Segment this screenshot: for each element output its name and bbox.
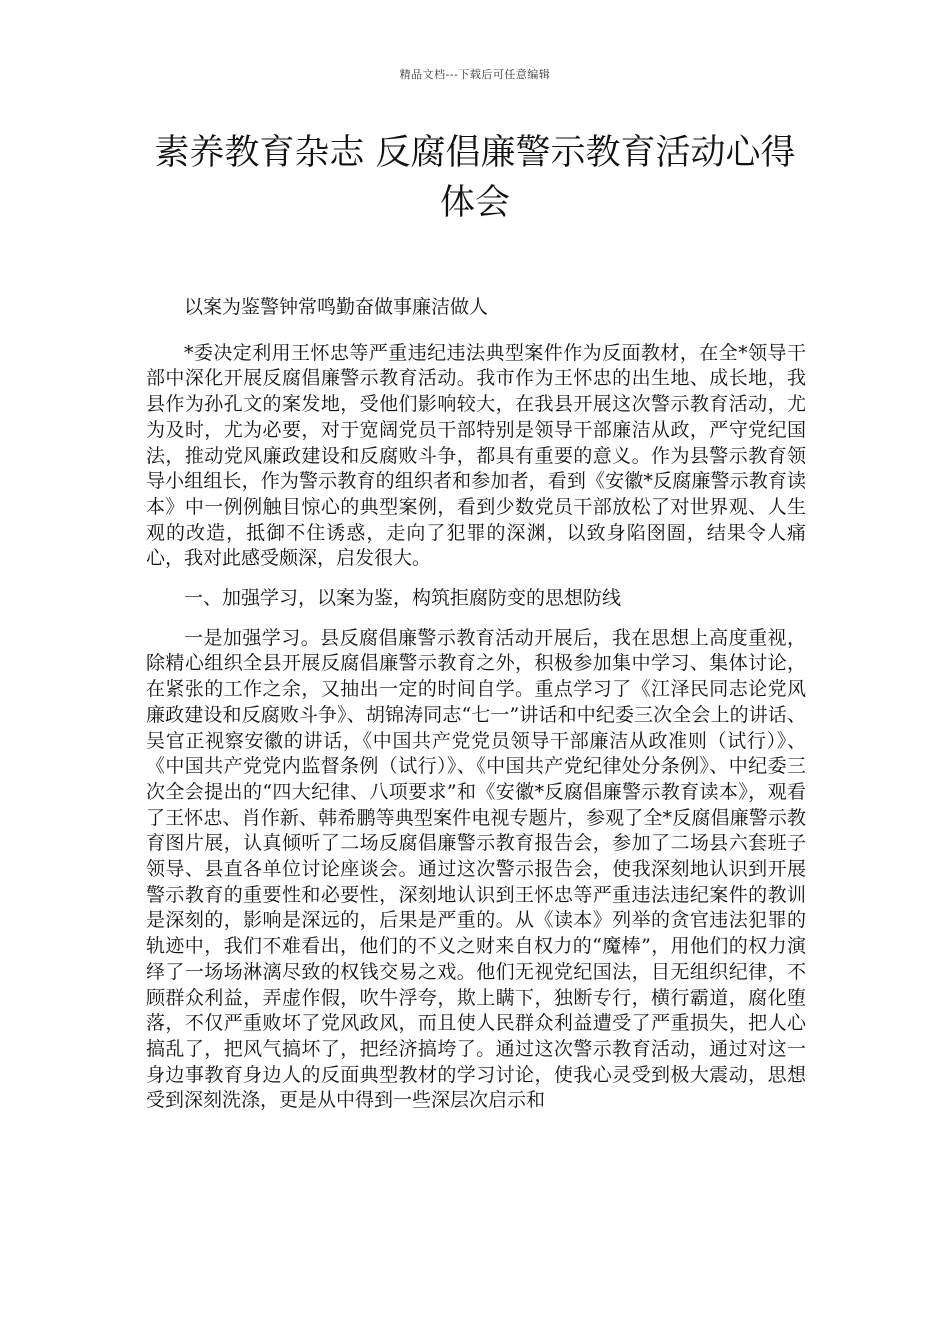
subtitle-line: 以案为鉴警钟常鸣勤奋做事廉洁做人 [184, 296, 489, 318]
document-title: 素养教育杂志 反腐倡廉警示教育活动心得体会 [154, 133, 796, 223]
section-paragraph: 一是加强学习。县反腐倡廉警示教育活动开展后，我在思想上高度重视，除精心组织全县开展反腐倡廉警示教育之外，积极参加集中学习、集体讨论，在紧张的工作之余，又抽出一定的时间自学。重点学习了《江泽民同志论党风廉政建设和反腐败斗争》、胡锦涛同志“七一”讲话和中纪委三次全会上的讲话、吴官正视察安徽的讲话，《中国共产党党员领导干部廉洁从政准则（试行）》、《中国共产党党内监督条例（试行）》、《中国共产党纪律处分条例》、中纪委三次全会提出的“四大纪律、八项要求”和《安徽*反腐倡廉警示教育读本》，观看了王怀忠、肖作新、韩希鹏等典型案件电视专题片，参观了全*反腐倡廉警示教育图片展，认真倾听了二场反腐倡廉警示教育报告会，参加了二场县六套班子领导、县直各单位讨论座谈会。通过这次警示报告会，使我深刻地认识到开展警示教育的重要性和必要性，深刻地认识到王怀忠等严重违法违纪案件的教训是深刻的，影响是深远的，后果是严重的。从《读本》列举的贪官违法犯罪的轨迹中，我们不难看出，他们的不义之财来自权力的“魔棒”，用他们的权力演绎了一场场淋漓尽致的权钱交易之戏。他们无视党纪国法，目无组织纪律，不顾群众利益，弄虚作假，吹牛浮夸，欺上瞒下，独断专行，横行霸道，腐化堕落，不仅严重败坏了党风政风，而且使人民群众利益遭受了严重损失，把人心搞乱了，把风气搞坏了，把经济搞垮了。通过这次警示教育活动，通过对这一身边事教育身边人的反面典型教材的学习讨论，使我心灵受到极大震动，思想受到深刻洗涤，更是从中得到一些深层次启示和 [146, 626, 806, 1112]
section-heading: 一、加强学习，以案为鉴，构筑拒腐防变的思想防线 [184, 587, 622, 610]
document-body [146, 295, 806, 1114]
intro-paragraph: *委决定利用王怀忠等严重违纪违法典型案件作为反面教材，在全*领导干部中深化开展反腐倡廉警示教育活动。我市作为王怀忠的出生地、成长地，我县作为孙孔文的案发地，受他们影响较大，在我县开展这次警示教育活动，尤为及时，尤为必要，对于宽阔党员干部特别是领导干部廉洁从政，严守党纪国法，推动党风廉政建设和反腐败斗争，都具有重要的意义。作为县警示教育领导小组组长，作为警示教育的组织者和参加者，看到《安徽*反腐廉警示教育读本》中一例例触目惊心的典型案例，看到少数党员干部放松了对世界观、人生观的改造，抵御不住诱惑，走向了犯罪的深渊，以致身陷囹圄，结果令人痛心，我对此感受颇深，启发很大。 [146, 341, 806, 570]
header-note: 精品文档---下载后可任意编辑 [399, 68, 551, 81]
